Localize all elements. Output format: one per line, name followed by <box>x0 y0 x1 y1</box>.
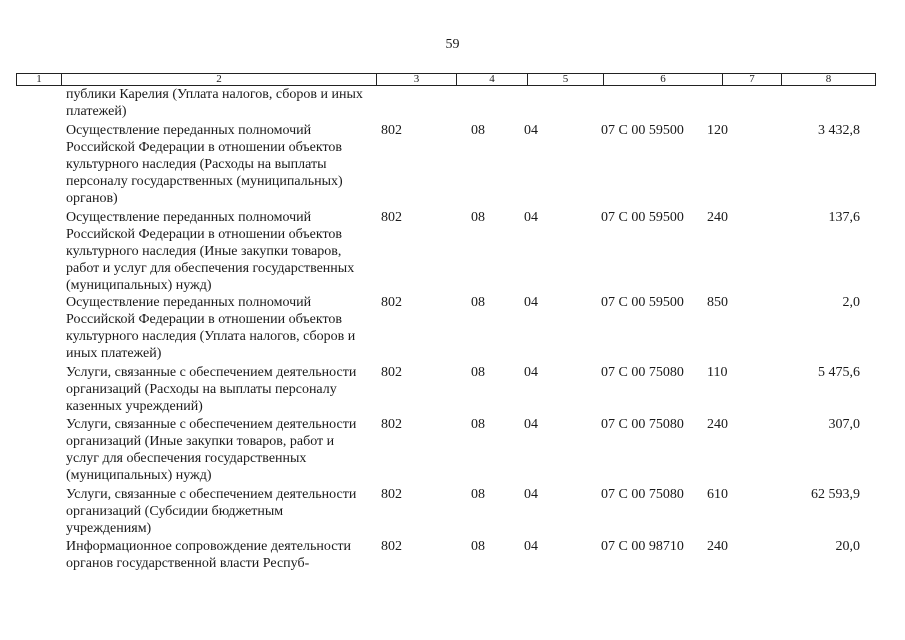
row-code-3: 802 <box>381 417 402 432</box>
row-amount: 137,6 <box>828 210 860 225</box>
header-col-8: 8 <box>825 73 832 85</box>
header-col-1: 1 <box>17 74 62 85</box>
table-row <box>0 486 905 538</box>
header-col-2: 2 <box>62 74 377 85</box>
table-header <box>16 73 876 86</box>
table-body <box>0 86 905 574</box>
row-code-7: 240 <box>707 210 728 225</box>
row-code-5: 04 <box>524 417 538 432</box>
row-code-5: 04 <box>524 295 538 310</box>
row-code-4: 08 <box>471 295 485 310</box>
row-name: Услуги, связанные с обеспечением деятельности организаций (Расходы на выплаты персоналу казенных учреждений) <box>66 365 357 414</box>
table-row <box>0 122 905 209</box>
table-row <box>0 364 905 416</box>
row-code-7: 240 <box>707 417 728 432</box>
row-name: публики Карелия (Уплата налогов, сборов и иных платежей) <box>66 87 363 119</box>
row-code-4: 08 <box>471 487 485 502</box>
row-code-3: 802 <box>381 365 402 380</box>
row-code-5: 04 <box>524 365 538 380</box>
table-row <box>0 209 905 294</box>
row-name: Осуществление переданных полномочий Российской Федерации в отношении объектов культурного наследия (Расходы на выплаты персоналу государственных (муниципальных) органов) <box>66 123 343 206</box>
row-code-5: 04 <box>524 210 538 225</box>
row-code-3: 802 <box>381 487 402 502</box>
header-col-6: 6 <box>604 74 723 85</box>
page-number: 59 <box>445 37 460 52</box>
row-name: Осуществление переданных полномочий Российской Федерации в отношении объектов культурного наследия (Уплата налогов, сборов и иных платежей) <box>66 295 356 361</box>
row-amount: 3 432,8 <box>818 123 860 138</box>
row-code-3: 802 <box>381 123 402 138</box>
row-name: Осуществление переданных полномочий Российской Федерации в отношении объектов культурного наследия (Иные закупки товаров, работ и услуг для обеспечения государственных (муниципальных) нужд) <box>66 210 355 293</box>
row-amount: 62 593,9 <box>811 487 860 502</box>
row-code-4: 08 <box>471 210 485 225</box>
row-code-6: 07 С 00 59500 <box>601 295 684 310</box>
row-name: Услуги, связанные с обеспечением деятельности организаций (Иные закупки товаров, работ и услуг для обеспечения государственных (муниципальных) нужд) <box>66 417 357 483</box>
row-amount: 2,0 <box>842 295 860 310</box>
row-code-7: 120 <box>707 123 728 138</box>
row-code-6: 07 С 00 75080 <box>601 365 684 380</box>
row-code-6: 07 С 00 59500 <box>601 210 684 225</box>
header-col-3: 3 <box>377 74 457 85</box>
row-name: Услуги, связанные с обеспечением деятельности организаций (Субсидии бюджетным учреждениям) <box>66 487 357 536</box>
row-code-4: 08 <box>471 539 485 554</box>
row-code-5: 04 <box>524 123 538 138</box>
row-amount: 307,0 <box>828 417 860 432</box>
row-code-7: 240 <box>707 539 728 554</box>
row-code-4: 08 <box>471 123 485 138</box>
header-col-5: 5 <box>528 74 604 85</box>
table-row <box>0 86 905 122</box>
row-code-7: 110 <box>707 365 728 380</box>
row-code-6: 07 С 00 98710 <box>601 539 684 554</box>
row-code-6: 07 С 00 75080 <box>601 487 684 502</box>
row-code-5: 04 <box>524 487 538 502</box>
table-row <box>0 294 905 364</box>
row-code-4: 08 <box>471 417 485 432</box>
table-row <box>0 538 905 574</box>
row-name: Информационное сопровождение деятельности органов государственной власти Респуб- <box>66 539 352 571</box>
header-col-7: 7 <box>723 74 782 85</box>
row-code-3: 802 <box>381 295 402 310</box>
header-col-4: 4 <box>457 74 528 85</box>
row-code-3: 802 <box>381 210 402 225</box>
row-code-5: 04 <box>524 539 538 554</box>
row-amount: 20,0 <box>835 539 860 554</box>
table-row <box>0 416 905 486</box>
row-code-4: 08 <box>471 365 485 380</box>
row-code-6: 07 С 00 75080 <box>601 417 684 432</box>
row-code-7: 850 <box>707 295 728 310</box>
row-code-6: 07 С 00 59500 <box>601 123 684 138</box>
row-code-7: 610 <box>707 487 728 502</box>
row-amount: 5 475,6 <box>818 365 860 380</box>
row-code-3: 802 <box>381 539 402 554</box>
